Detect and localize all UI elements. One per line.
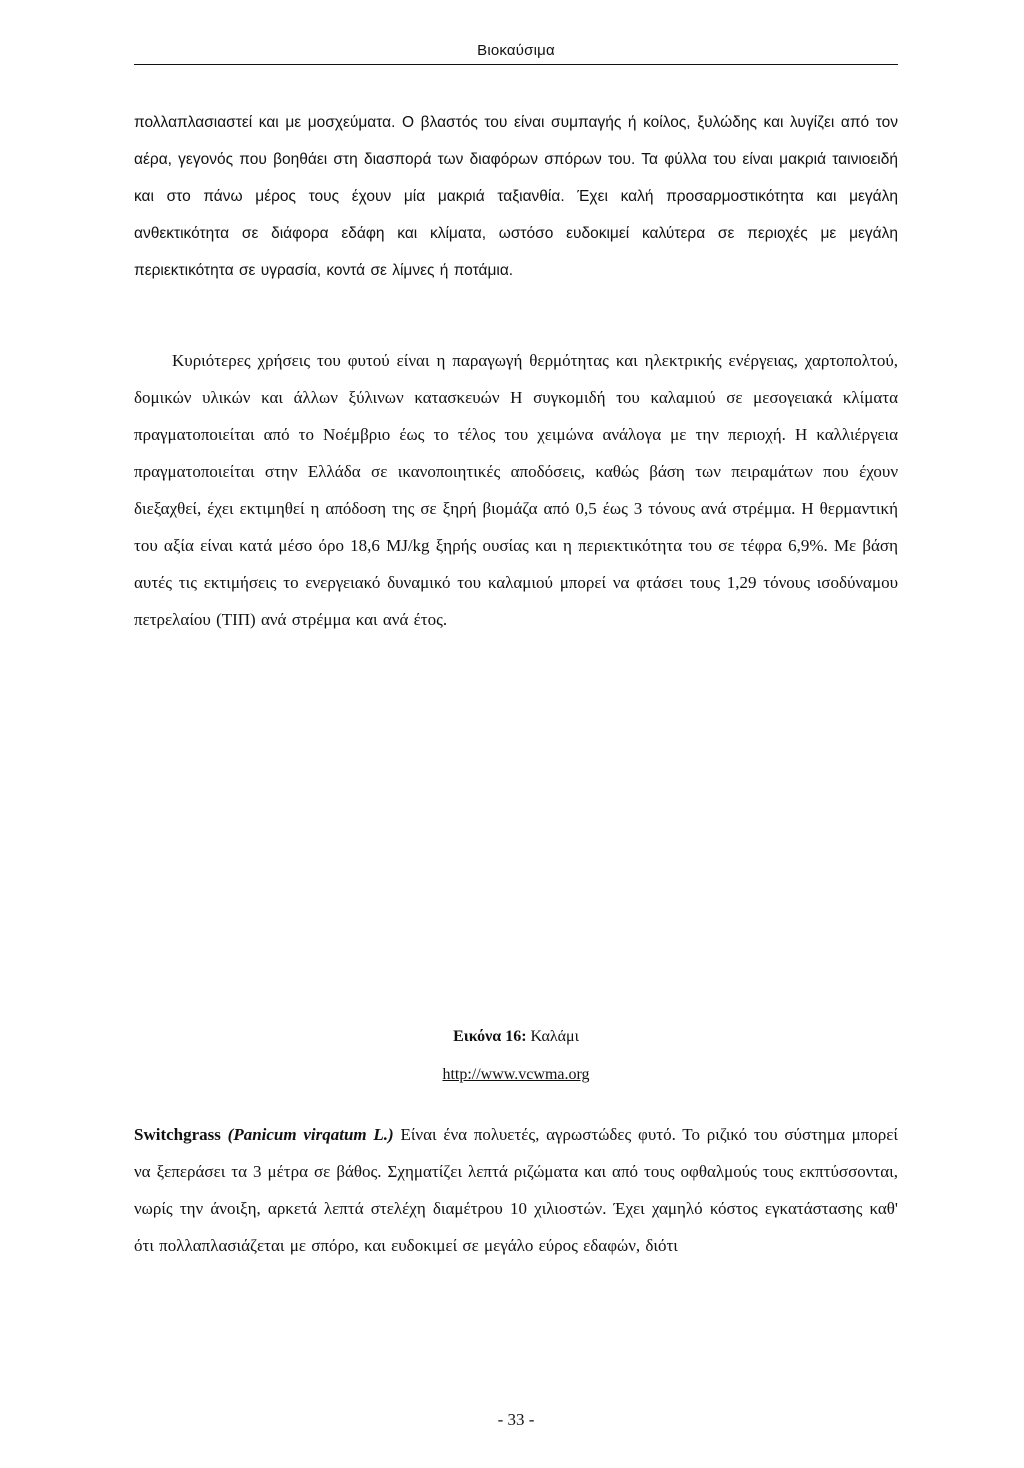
running-header: Βιοκαύσιμα (477, 42, 555, 59)
page-number: - 33 - (497, 1410, 535, 1429)
paragraph-switchgrass (134, 1116, 898, 1264)
term-latin-name: (Panicum virqatum L.) (227, 1125, 394, 1144)
figure-caption (134, 1028, 898, 1046)
paragraph-continuation: πολλαπλασιαστεί και με μοσχεύματα. Ο βλαστός του είναι συμπαγής ή κοίλος, ξυλώδης και λυγίζει από τον αέρα, γεγονός που βοηθάει στη διασπορά των διαφόρων σπόρων του. Τα φύλλα του είναι μακριά ταινιοειδή και στο πάνω μέρος τους έχουν μία μακριά ταξιανθία. Έχει καλή προσαρμοστικότητα και μεγάλη ανθεκτικότητα σε διάφορα εδάφη και κλίματα, ωστόσο ευδοκιμεί καλύτερα σε περιοχές με μεγάλη περιεκτικότητα σε υγρασία, κοντά σε λίμνες ή ποτάμια. (134, 114, 898, 279)
paragraph-switchgrass-text: Είναι ένα πολυετές, αγρωστώδες φυτό. Το ριζικό του σύστημα μπορεί να ξεπεράσει τα 3 μέτρα σε βάθος. Σχηματίζει λεπτά ριζώματα και από τους οφθαλμούς τους εκπτύσσονται, νωρίς την άνοιξη, αρκετά λεπτά στελέχη διαμέτρου 10 χιλιοστών. Έχει χαμηλό κόστος εγκατάστασης καθ' ότι πολλαπλασιάζεται με σπόρο, και ευδοκιμεί σε μεγάλο εύρος εδαφών, διότι (134, 1125, 898, 1255)
figure-source-link[interactable]: http://www.vcwma.org (442, 1066, 590, 1083)
header-rule (134, 64, 898, 65)
paragraph-uses: Κυριότερες χρήσεις του φυτού είναι η παραγωγή θερμότητας και ηλεκτρικής ενέργειας, χαρτοπολτού, δομικών υλικών και άλλων ξύλινων κατασκευών Η συγκομιδή του καλαμιού σε μεσογειακά κλίματα πραγματοποιείται από το Νοέμβριο έως το τέλος του χειμώνα ανάλογα με την περιοχή. Η καλλιέργεια πραγματοποιείται στην Ελλάδα σε ικανοποιητικές αποδόσεις, καθώς βάση των πειραμάτων που έχουν διεξαχθεί, έχει εκτιμηθεί η απόδοση της σε ξηρή βιομάζα από 0,5 έως 3 τόνους ανά στρέμμα. Η θερμαντική του αξία είναι κατά μέσο όρο 18,6 MJ/kg ξηρής ουσίας και η περιεκτικότητα του σε τέφρα 6,9%. Με βάση αυτές τις εκτιμήσεις το ενεργειακό δυναμικό του καλαμιού μπορεί να φτάσει τους 1,29 τόνους ισοδύναμου πετρελαίου (ΤΙΠ) ανά στρέμμα και ανά έτος. (134, 351, 898, 629)
figure-caption-text: Καλάμι (526, 1028, 579, 1045)
term-name: Switchgrass (Panicum virqatum L.) (134, 1125, 394, 1144)
figure-caption-label: Εικόνα 16: (453, 1028, 527, 1045)
